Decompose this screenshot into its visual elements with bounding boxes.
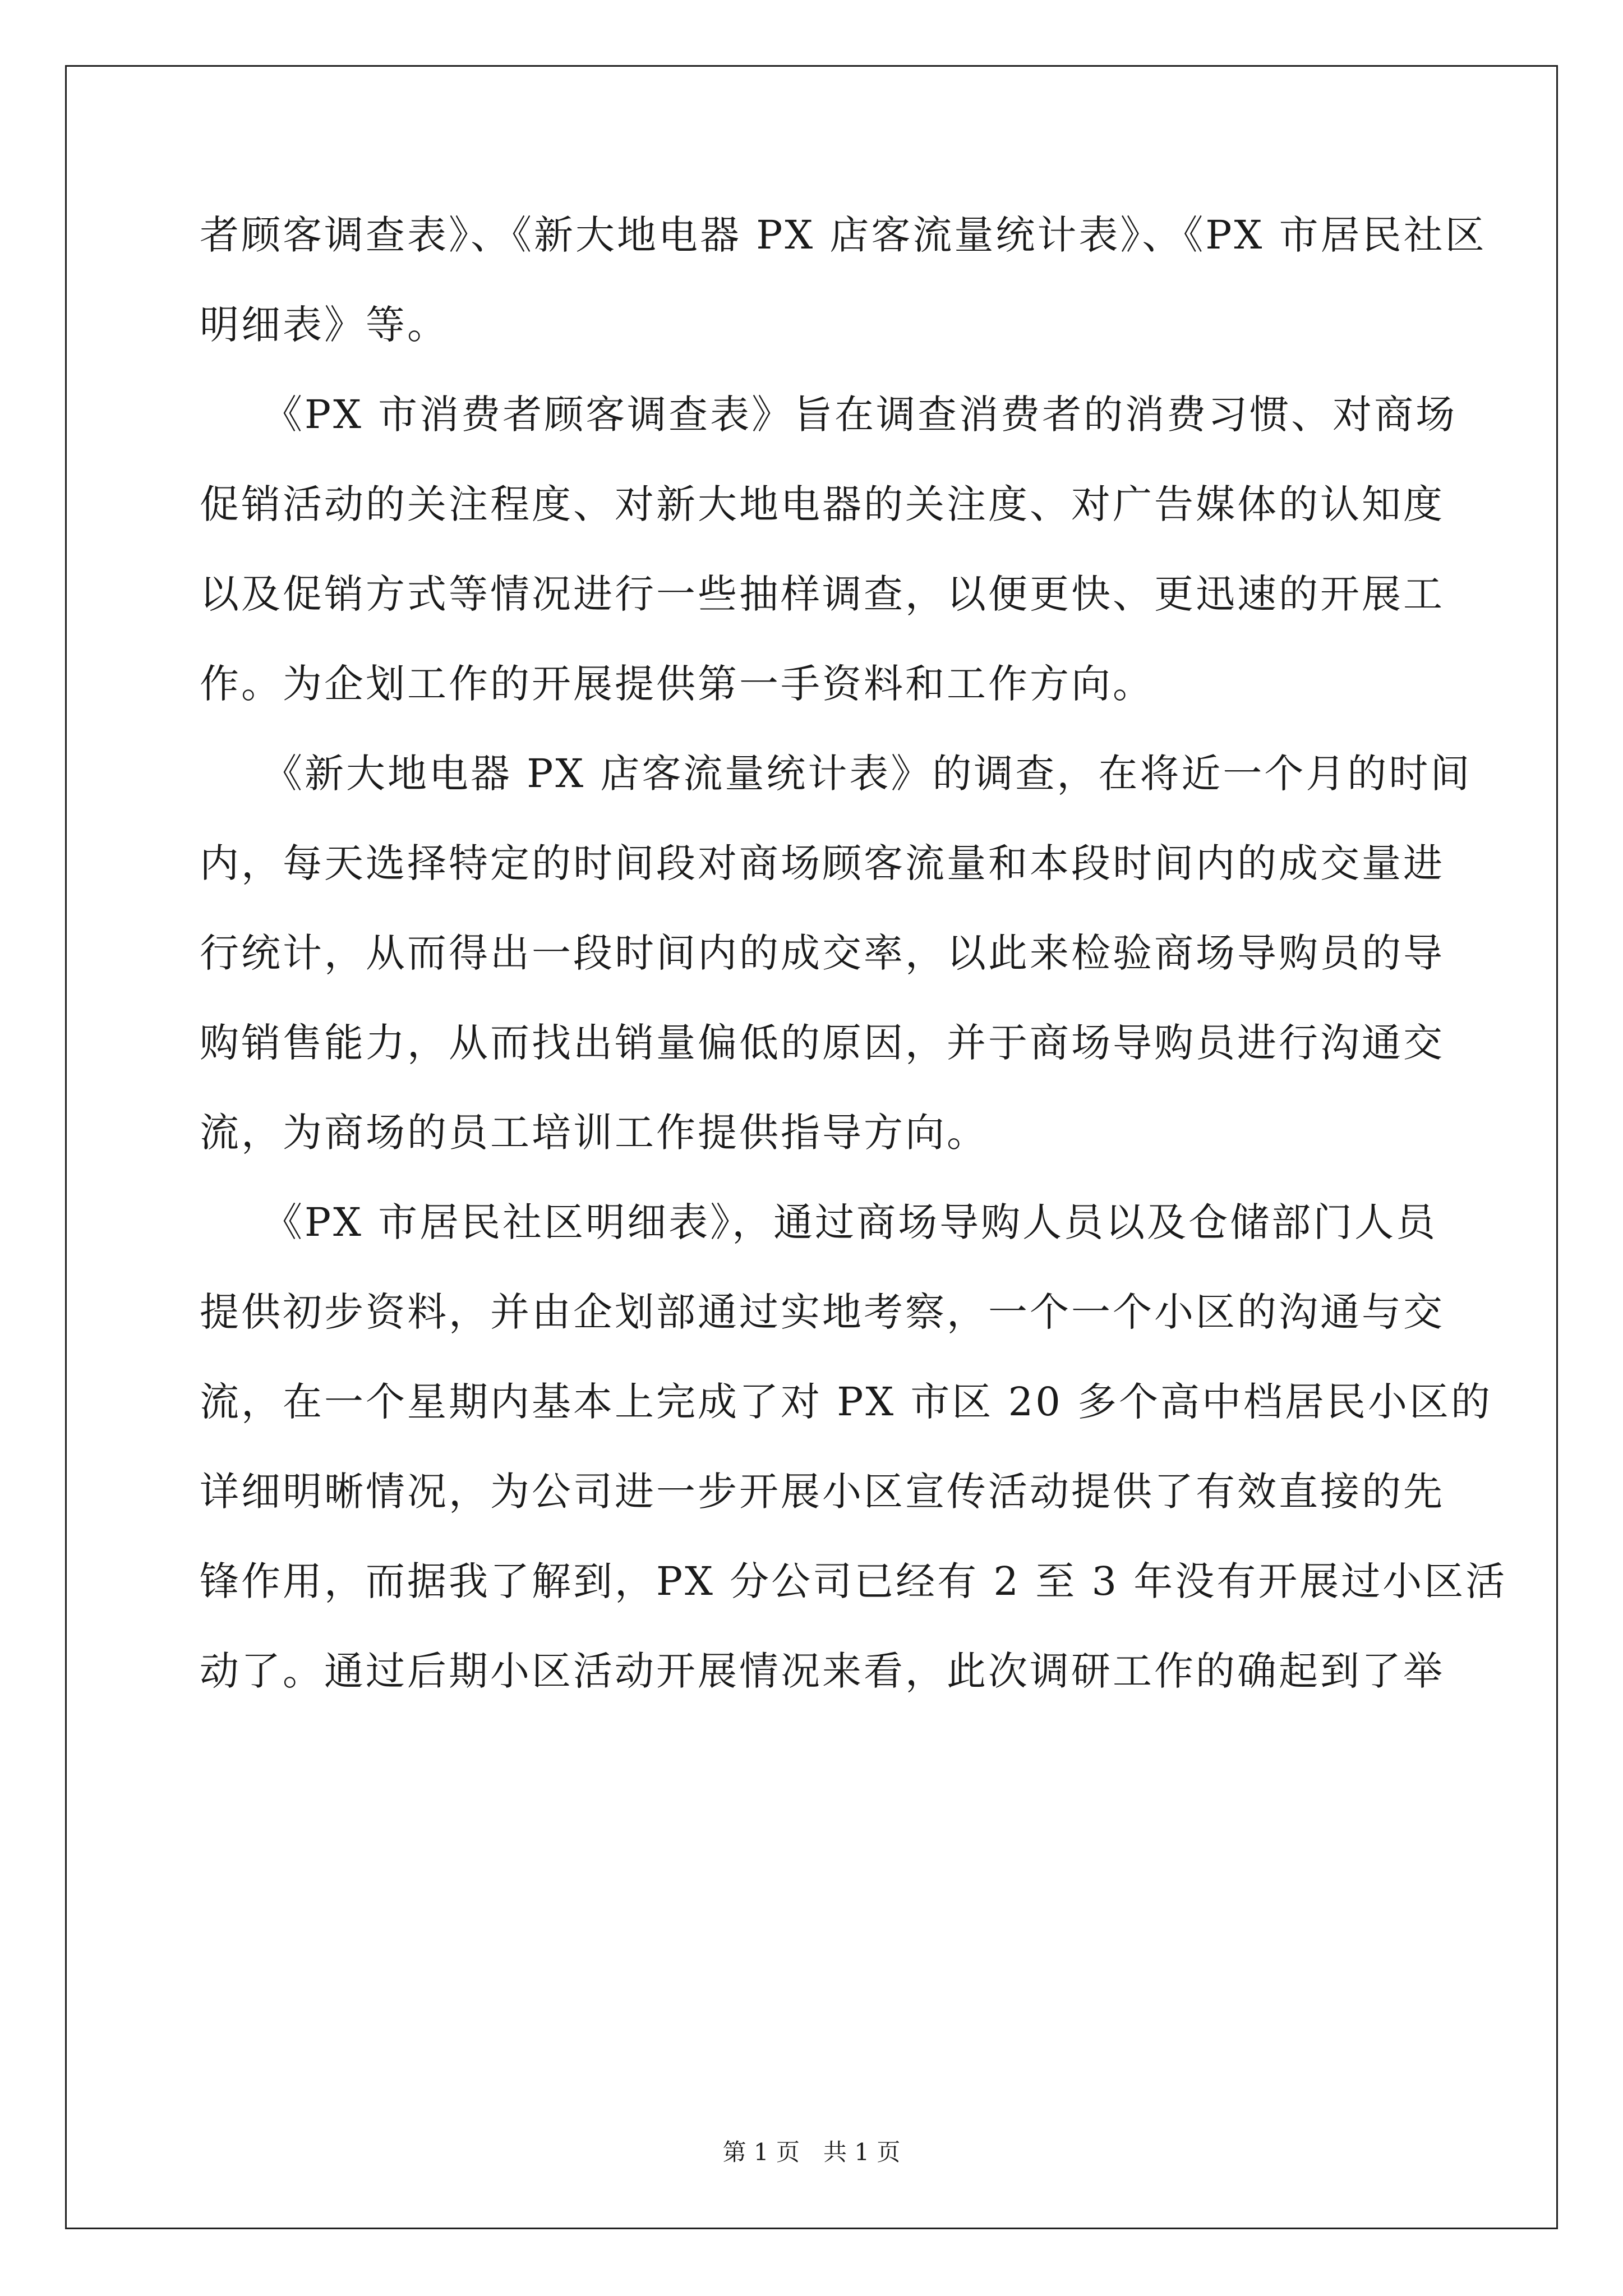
document-body: [200, 212, 1507, 1739]
text-line-10: 购销售能力，从而找出销量偏低的原因，并于商场导购员进行沟通交: [200, 1020, 1445, 1066]
text-line-9: 行统计，从而得出一段时间内的成交率，以此来检验商场导购员的导: [200, 930, 1445, 976]
text-line-2: 明细表》等。: [200, 302, 449, 348]
text-line-8: 内，每天选择特定的时间段对商场顾客流量和本段时间内的成交量进: [200, 840, 1445, 886]
text-line-16: 锋作用，而据我了解到，PX 分公司已经有 2 至 3 年没有开展过小区活: [200, 1558, 1507, 1604]
text-line-7: 《新大地电器 PX 店客流量统计表》的调查，在将近一个月的时间: [200, 751, 1472, 797]
text-line-15: 详细明晰情况，为公司进一步开展小区宣传活动提供了有效直接的先: [200, 1469, 1445, 1515]
text-line-17: 动了。通过后期小区活动开展情况来看，此次调研工作的确起到了举: [200, 1648, 1445, 1694]
text-line-5: 以及促销方式等情况进行一些抽样调查，以便更快、更迅速的开展工: [200, 571, 1445, 617]
text-line-13: 提供初步资料，并由企划部通过实地考察，一个一个小区的沟通与交: [200, 1289, 1445, 1335]
page-footer: 第 1 页 共 1 页: [722, 2138, 901, 2166]
text-line-6: 作。为企划工作的开展提供第一手资料和工作方向。: [200, 661, 1154, 707]
text-line-4: 促销活动的关注程度、对新大地电器的关注度、对广告媒体的认知度: [200, 481, 1445, 527]
text-line-1: 者顾客调查表》、《新大地电器 PX 店客流量统计表》、《PX 市居民社区: [200, 212, 1487, 258]
text-line-12: 《PX 市居民社区明细表》，通过商场导购人员以及仓储部门人员: [200, 1199, 1438, 1245]
text-line-11: 流，为商场的员工培训工作提供指导方向。: [200, 1110, 988, 1156]
text-line-3: 《PX 市消费者顾客调查表》旨在调查消费者的消费习惯、对商场: [200, 392, 1458, 438]
text-line-14: 流，在一个星期内基本上完成了对 PX 市区 20 多个高中档居民小区的: [200, 1379, 1493, 1425]
